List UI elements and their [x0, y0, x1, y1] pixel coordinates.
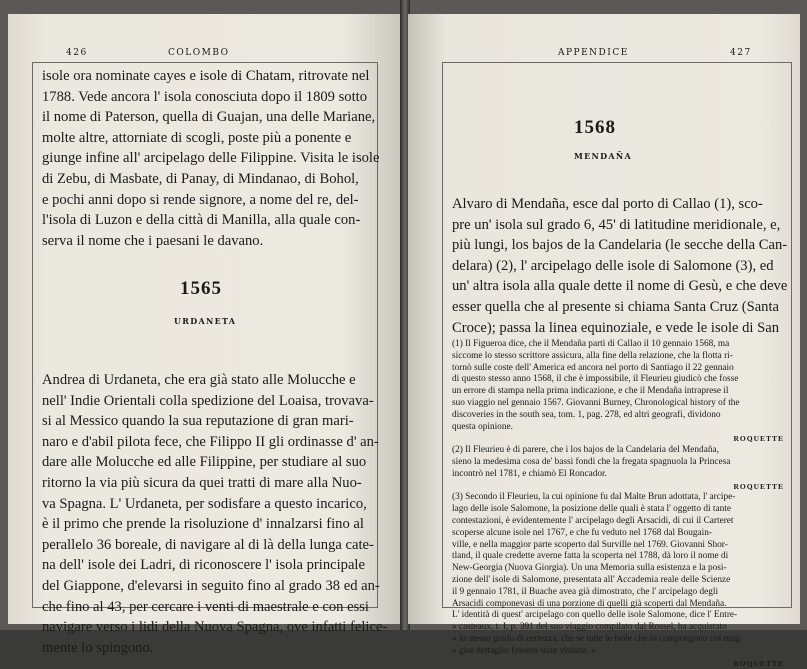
- text-line: dare alle Molucche ed alle Filippine, per studiare al suo: [42, 454, 367, 471]
- footnote-line: » casteaux, t. I, p. 391 del suo viaggio compilato dal Rossel, ha acquistato: [452, 622, 727, 633]
- text-line: nell' Indie Orientali colla spedizione del Loaisa, trovava-: [42, 392, 374, 409]
- footnote-3: [452, 492, 784, 657]
- footnote-line: (2) Il Fleurieu è di parere, che i los bajos de la Candelaria del Mendaña,: [452, 445, 719, 456]
- text-line: è il primo che prende la risoluzione d' innalzarsi fino al: [42, 516, 364, 533]
- footnote-line: il 9 gennaio 1781, il Buache avea già dimostrato, che l' arcipelago degli: [452, 586, 719, 597]
- text-line: del Giappone, d'elevarsi in seguito fino al grado 38 ed an-: [42, 577, 380, 594]
- footnote-line: L' identità di quest' arcipelago con quello delle isole Salomone, dice l' Entre-: [452, 610, 738, 621]
- right-page: [408, 14, 800, 668]
- text-line: navigare verso i lidi della Nuova Spagna, ove infatti felice-: [42, 619, 388, 636]
- text-line: l'isola di Luzon e della città di Manilla, alla quale con-: [42, 212, 361, 229]
- footnotes: [452, 339, 784, 669]
- footnote-line: questa opinione.: [452, 421, 513, 432]
- left-section-name: URDANETA: [174, 316, 237, 326]
- text-line: Alvaro di Mendaña, esce dal porto di Callao (1), sco-: [452, 196, 763, 212]
- footnote-1-signature: ROQUETTE: [733, 434, 784, 444]
- footnote-line: Arsacidi componevasi di una porzione di quelli già scoperti dal Mendaña.: [452, 598, 727, 609]
- text-line: mente lo spingono.: [42, 639, 154, 656]
- text-line: molte altre, attorniate di scogli, poste più a ponente e: [42, 129, 352, 146]
- left-paragraph-1: [42, 66, 380, 251]
- left-paragraph-2: [42, 370, 388, 658]
- text-line: na dell' isole dei Ladri, di riconoscere l' isola principale: [42, 557, 365, 574]
- footnote-line: ville, e nella maggior parte scoperto dal Surville nel 1769. Giovanni Shor-: [452, 539, 728, 550]
- footnote-3-signature: ROQUETTE: [733, 658, 784, 668]
- footnote-line: di questo stesso anno 1568, il che è impossibile, il Fleurieu giudicò che fosse: [452, 374, 739, 385]
- text-line: ritorno la via più sicura da quei tratti di mare alla Nuo-: [42, 474, 362, 491]
- footnote-line: (3) Secondo il Fleurieu, la cui opinione fu dal Malte Brun adottata, l' arcipe-: [452, 492, 736, 503]
- text-line: si al Messico quando la sua reputazione di gran mari-: [42, 413, 354, 430]
- text-line: un' altra isola alla quale dette il nome di Gesù, e che deve: [452, 278, 788, 295]
- right-section-name: MENDAÑA: [574, 151, 633, 161]
- text-line: esser quella che al presente si chiama Santa Cruz (Santa: [452, 298, 780, 315]
- text-line: serva il nome che i paesani le davano.: [42, 232, 264, 249]
- footnote-2: [452, 445, 784, 480]
- footnote-line: contestazioni, è evidentemente l' arcipelago degli Arsacidi, di cui il Carteret: [452, 515, 734, 526]
- text-line: Andrea di Urdaneta, che era già stato alle Molucche e: [42, 372, 356, 388]
- footnote-line: suo viaggio nel gennaio 1567. Giovanni Burney, Chronological history of the: [452, 397, 740, 408]
- footnote-line: incontrò nel 1781, e chiamò El Roncador.: [452, 468, 607, 479]
- text-line: giunge infine all' arcipelago delle Filippine. Visita le isole: [42, 150, 380, 167]
- text-line: 1788. Vede ancora l' isola conosciuta dopo il 1809 sotto: [42, 88, 367, 105]
- footnote-line: » gior dettaglio fossero state visitate. »: [452, 645, 596, 656]
- text-line: va Spagna. L' Urdaneta, per sodisfare a questo incarico,: [42, 495, 367, 512]
- footnote-line: zione dell' isole di Salomone, presentata all' Accademia reale delle Scienze: [452, 574, 731, 585]
- left-page-number: 426: [66, 48, 88, 58]
- footnote-line: un errore di stampa nella prima indicazione, e che il Mendaña intraprese il: [452, 386, 729, 397]
- text-line: isole ora nominate cayes e isole di Chatam, ritrovate nel: [42, 68, 370, 84]
- footnote-1: [452, 339, 784, 433]
- footnote-line: tornò sulle coste dell' America ed ancora nel porto di Santiago il 22 gennaio: [452, 362, 734, 373]
- text-line: delara) (2), l' arcipelago delle isole di Salomone (3), ed: [452, 257, 774, 274]
- text-line: che fino al 43, per cercare i venti di maestrale e con essi: [42, 598, 369, 615]
- footnote-line: New-Georgia (Nuova Giorgia). Un una Memoria sulla esistenza e la posi-: [452, 563, 727, 574]
- text-line: naro e d'abil pilota fece, che Filippo II gli ordinasse d' an-: [42, 433, 379, 450]
- right-page-number: 427: [730, 48, 752, 58]
- right-paragraph-1: [452, 194, 788, 338]
- footnote-line: sieno la medesima cosa de' bassi fondi che la fregata spagnuola la Princesa: [452, 456, 731, 467]
- right-running-title: APPENDICE: [558, 48, 629, 58]
- footnote-line: scoperse alcune isole nel 1767, e che fu veduto nel 1768 dal Bougain-: [452, 527, 712, 538]
- footnote-line: siccome lo stesso scrittore assicura, alla fine della relazione, che la flotta ri-: [452, 350, 733, 361]
- footnote-line: tland, il quale credette averne fatta la scoperta nel 1788, dà loro il nome di: [452, 551, 729, 562]
- text-line: il nome di Paterson, quella di Guajan, una delle Mariane,: [42, 109, 376, 126]
- footnote-line: » lo stesso grado di certezza, che se tutte le isole che lo compongono col mag-: [452, 633, 743, 644]
- footnote-2-signature: ROQUETTE: [733, 481, 784, 491]
- text-line: di Zebu, di Masbate, di Panay, di Mindanao, di Bohol,: [42, 170, 359, 187]
- text-line: perallelo 36 boreale, di navigare al di là della lunga cate-: [42, 536, 374, 553]
- left-running-title: COLOMBO: [168, 48, 230, 58]
- text-line: più lungi, los bajos de la Candelaria (le secche della Can-: [452, 237, 788, 254]
- text-line: e pochi anni dopo si rende signore, a nome del re, del-: [42, 191, 359, 208]
- text-line: pre un' isola sul grado 6, 45' di latitudine meridionale, e,: [452, 216, 781, 233]
- footnote-line: discoveries in the south sea, tom. 1, pag. 278, ed altri geografi, dividono: [452, 409, 721, 420]
- footnote-line: (1) Il Figueroa dice, che il Mendaña partì di Callao il 10 gennaio 1568, ma: [452, 339, 730, 349]
- footnote-line: lago delle isole Salomone, la posizione delle quali è stata l' oggetto di tante: [452, 504, 731, 515]
- left-section-year: 1565: [180, 278, 222, 299]
- left-page: [8, 14, 402, 656]
- right-section-year: 1568: [574, 117, 616, 138]
- text-line: Croce); passa la linea equinoziale, e vede le isole di San: [452, 319, 780, 336]
